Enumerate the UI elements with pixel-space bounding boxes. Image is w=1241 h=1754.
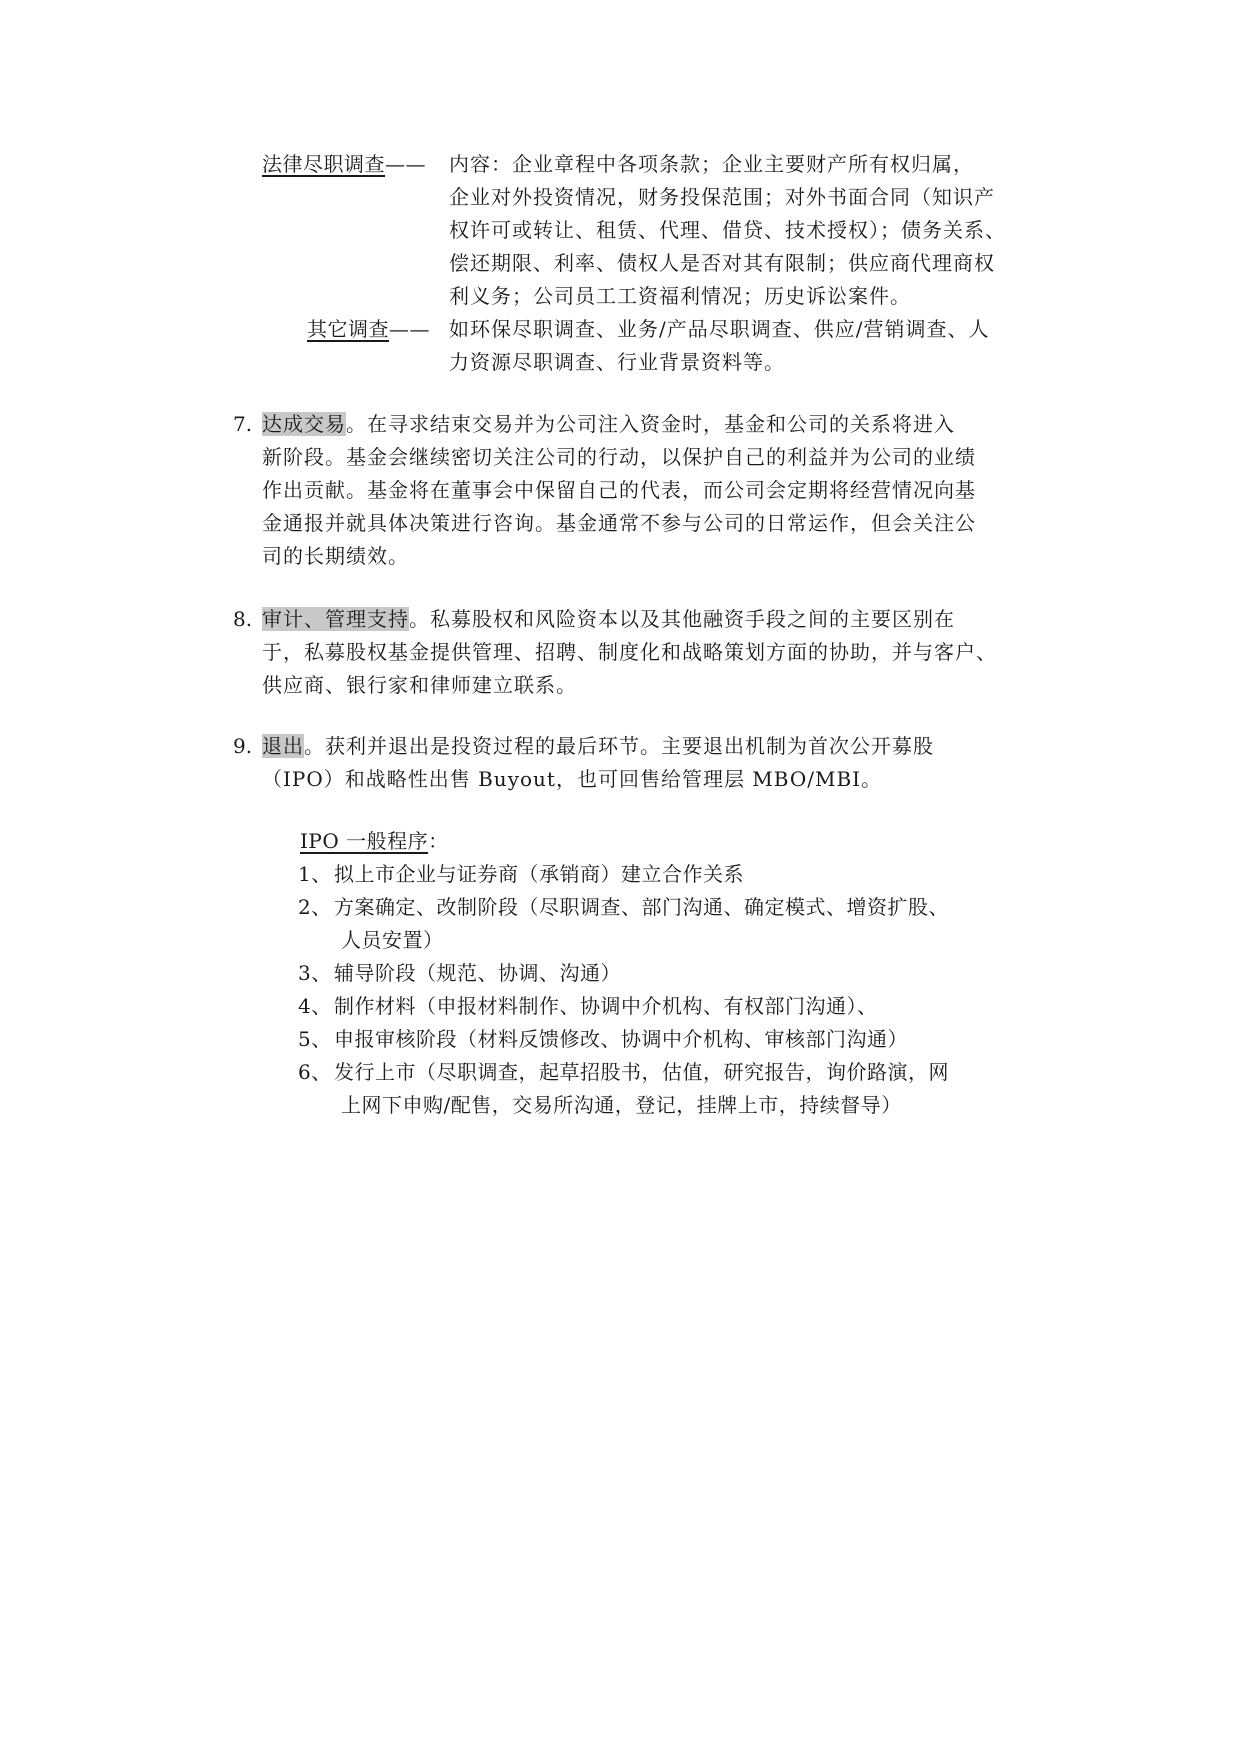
legal-content [449, 148, 1006, 313]
step-text: 方案确定、改制阶段（尽职调查、部门沟通、确定模式、增资扩股、 [334, 895, 949, 919]
other-label: 其它调查 [307, 317, 389, 341]
legal-line: 企业对外投资情况，财务投保范围；对外书面合同（知识产 [449, 185, 995, 209]
section-text: 。在寻求结束交易并为公司注入资金时，基金和公司的关系将进入 [346, 412, 955, 436]
section-7-body [262, 408, 976, 573]
section-number: 9. [233, 734, 253, 758]
legal-label: 法律尽职调查 [262, 152, 385, 176]
ipo-heading: IPO 一般程序 [300, 829, 429, 853]
step-marker: 3、 [298, 961, 332, 985]
step-text: 上网下申购/配售，交易所沟通，登记，挂牌上市，持续督导） [341, 1093, 902, 1117]
step-text: 人员安置） [341, 928, 444, 952]
step-marker: 4、 [298, 994, 332, 1018]
section-line: （IPO）和战略性出售 Buyout，也可回售给管理层 MBO/MBI。 [262, 767, 883, 791]
step-text: 制作材料（申报材料制作、协调中介机构、有权部门沟通）、 [334, 994, 878, 1018]
section-text: 。私募股权和风险资本以及其他融资手段之间的主要区别在 [409, 607, 955, 631]
section-line: 司的长期绩效。 [262, 544, 409, 568]
legal-line: 权许可或转让、租赁、代理、借贷、技术授权）；债务关系、 [449, 218, 1006, 242]
other-line: 力资源尽职调查、行业背景资料等。 [449, 350, 785, 374]
section-title: 达成交易 [262, 412, 346, 436]
section-number: 7. [233, 412, 253, 436]
step-text: 辅导阶段（规范、协调、沟通） [334, 961, 621, 985]
step-marker: 5、 [298, 1027, 332, 1051]
other-dash: —— [389, 317, 430, 341]
section-line: 于，私募股权基金提供管理、招聘、制度化和战略策划方面的协助，并与客户、 [262, 640, 997, 664]
other-line: 如环保尽职调查、业务/产品尽职调查、供应/营销调查、人 [449, 317, 990, 341]
section-line: 新阶段。基金会继续密切关注公司的行动，以保护自己的利益并为公司的业绩 [262, 445, 976, 469]
other-content [449, 313, 989, 379]
section-line: 作出贡献。基金将在董事会中保留自己的代表，而公司会定期将经营情况向基 [262, 478, 976, 502]
step-text: 申报审核阶段（材料反馈修改、协调中介机构、审核部门沟通） [334, 1027, 908, 1051]
section-number: 8. [233, 607, 253, 631]
legal-dash: —— [385, 152, 426, 176]
section-line: 金通报并就具体决策进行咨询。基金通常不参与公司的日常运作，但会关注公 [262, 511, 976, 535]
legal-line: 内容：企业章程中各项条款；企业主要财产所有权归属， [449, 152, 974, 176]
section-9-body [262, 730, 934, 796]
step-text: 拟上市企业与证券商（承销商）建立合作关系 [334, 862, 744, 886]
step-marker: 1、 [298, 862, 332, 886]
ipo-heading-colon: ： [428, 829, 449, 853]
section-title: 审计、管理支持 [262, 607, 409, 631]
section-title: 退出 [262, 734, 304, 758]
section-text: 。获利并退出是投资过程的最后环节。主要退出机制为首次公开募股 [304, 734, 934, 758]
step-marker: 6、 [298, 1060, 332, 1084]
section-8-body [262, 603, 997, 702]
section-line: 供应商、银行家和律师建立联系。 [262, 673, 577, 697]
step-marker: 2、 [298, 895, 332, 919]
legal-line: 偿还期限、利率、债权人是否对其有限制；供应商代理商权 [449, 251, 995, 275]
step-text: 发行上市（尽职调查，起草招股书，估值，研究报告，询价路演，网 [334, 1060, 949, 1084]
legal-line: 利义务；公司员工工资福利情况；历史诉讼案件。 [449, 284, 911, 308]
